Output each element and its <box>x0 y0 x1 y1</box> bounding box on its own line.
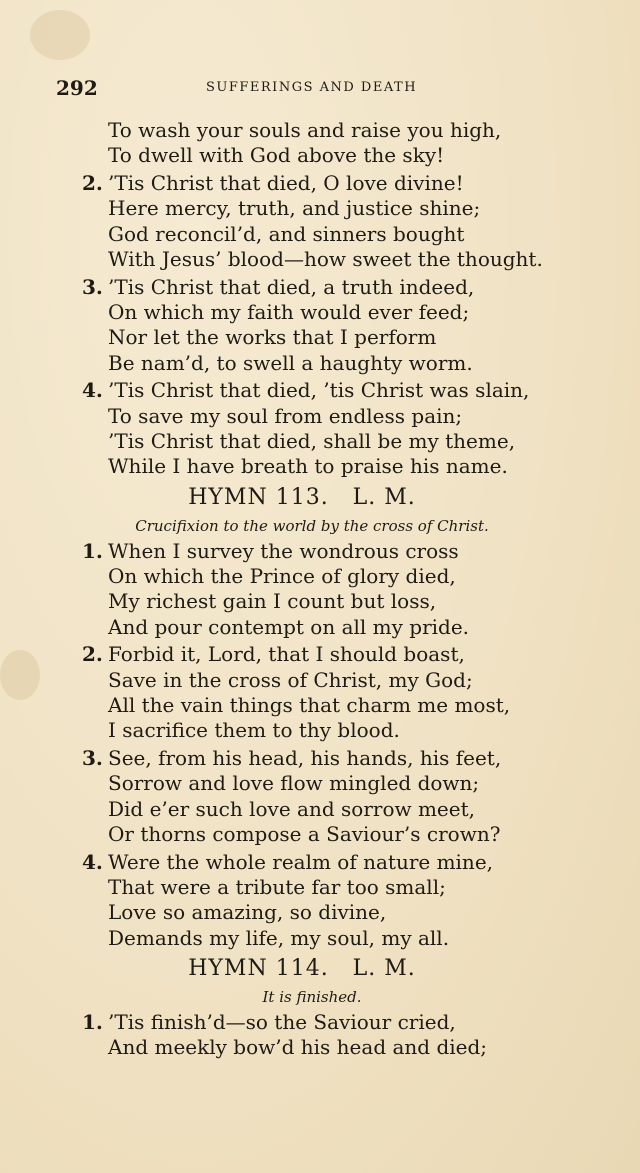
verse-line <box>82 822 582 847</box>
verse-line-text: All the vain things that charm me most, <box>108 692 511 717</box>
verse-line <box>82 926 582 951</box>
hymn-subtitle: It is finished. <box>262 987 362 1006</box>
hymn-verse <box>82 1010 582 1061</box>
verse-line-text: To wash your souls and raise you high, <box>108 118 502 142</box>
verse-line-text: I sacrifice them to thy blood. <box>108 718 400 743</box>
verse-line <box>82 118 582 143</box>
verse-line <box>82 668 582 693</box>
verse-line <box>82 351 582 376</box>
verse-line-text: On which the Prince of glory died, <box>108 563 456 588</box>
verse-line-text: My richest gain I count but loss, <box>108 589 437 614</box>
verse-line-text: Save in the cross of Christ, my God; <box>108 667 473 692</box>
verse-line-text: Demands my life, my soul, my all. <box>108 925 450 950</box>
hymn-content <box>82 118 582 1063</box>
verse-line-text: With Jesus’ blood—how sweet the thought. <box>108 246 543 271</box>
hymn-verse <box>82 171 582 272</box>
verse-line <box>82 300 582 325</box>
verse-line-text: ’Tis Christ that died, ’tis Christ was slain, <box>108 378 530 403</box>
paper-stain <box>0 650 40 700</box>
verse-line <box>82 429 582 454</box>
verse-number: 3. <box>82 274 103 299</box>
verse-line-text: ’Tis finish’d—so the Saviour cried, <box>108 1009 456 1034</box>
verse-line <box>82 746 582 771</box>
verse-line <box>82 771 582 796</box>
verse-line <box>82 797 582 822</box>
verse-line-text: Love so amazing, so divine, <box>108 900 387 925</box>
verse-line-text: On which my faith would ever feed; <box>108 300 470 325</box>
verse-line <box>82 564 582 589</box>
verse-number: 2. <box>82 171 103 196</box>
verse-line-text: While I have breath to praise his name. <box>108 454 508 479</box>
verse-line-text: To dwell with God above the sky! <box>108 143 445 168</box>
verse-line <box>82 693 582 718</box>
running-head: SUFFERINGS AND DEATH <box>206 80 418 95</box>
verse-number: 4. <box>82 378 103 403</box>
verse-line <box>82 247 582 272</box>
verse-line-text: See, from his head, his hands, his feet, <box>108 746 502 771</box>
verse-line <box>82 275 582 300</box>
verse-line <box>82 143 582 168</box>
hymn-verse <box>82 275 582 376</box>
verse-line-text: Or thorns compose a Saviour’s crown? <box>108 821 501 846</box>
verse-line <box>82 454 582 479</box>
hymn-verse <box>82 118 582 169</box>
verse-line-text: Be nam’d, to swell a haughty worm. <box>108 350 473 375</box>
verse-line <box>82 222 582 247</box>
hymn-subtitle: Crucifixion to the world by the cross of Christ. <box>135 516 489 535</box>
verse-line-text: ’Tis Christ that died, O love divine! <box>108 171 464 196</box>
verse-line <box>82 900 582 925</box>
verse-line-text: God reconcil’d, and sinners bought <box>108 221 465 246</box>
verse-number: 1. <box>82 538 103 563</box>
verse-line-text: Forbid it, Lord, that I should boast, <box>108 642 465 667</box>
verse-line <box>82 171 582 196</box>
verse-line <box>82 589 582 614</box>
verse-line-text: And pour contempt on all my pride. <box>108 614 470 639</box>
verse-line <box>82 1010 582 1035</box>
verse-line-text: Were the whole realm of nature mine, <box>108 849 494 874</box>
verse-line <box>82 875 582 900</box>
hymn-verse <box>82 746 582 847</box>
hymn-verse <box>82 378 582 479</box>
verse-line <box>82 615 582 640</box>
verse-line-text: To save my soul from endless pain; <box>108 403 463 428</box>
verse-line-text: ’Tis Christ that died, a truth indeed, <box>108 274 475 299</box>
verse-number: 3. <box>82 746 103 771</box>
page-number: 292 <box>56 76 98 100</box>
verse-line <box>82 1035 582 1060</box>
verse-line-text: Here mercy, truth, and justice shine; <box>108 196 481 221</box>
hymn-verse <box>82 642 582 743</box>
paper-stain <box>30 10 90 60</box>
verse-line-text: When I survey the wondrous cross <box>108 538 459 563</box>
verse-line-text: Did e’er such love and sorrow meet, <box>108 796 475 821</box>
hymn-verse <box>82 850 582 951</box>
verse-line <box>82 718 582 743</box>
verse-line-text: Nor let the works that I perform <box>108 325 437 350</box>
verse-line <box>82 850 582 875</box>
page-header <box>56 76 576 100</box>
verse-line <box>82 378 582 403</box>
verse-number: 1. <box>82 1009 103 1034</box>
verse-line-text: ’Tis Christ that died, shall be my theme, <box>108 429 516 454</box>
hymn-title: HYMN 114. L. M. <box>188 955 416 981</box>
verse-number: 2. <box>82 642 103 667</box>
verse-number: 4. <box>82 849 103 874</box>
verse-line <box>82 325 582 350</box>
hymn-title: HYMN 113. L. M. <box>188 484 416 510</box>
verse-line <box>82 539 582 564</box>
verse-line-text: That were a tribute far too small; <box>108 875 446 900</box>
verse-line <box>82 642 582 667</box>
hymn-verse <box>82 539 582 640</box>
verse-line-text: And meekly bow’d his head and died; <box>108 1035 488 1060</box>
verse-line <box>82 404 582 429</box>
verse-line <box>82 196 582 221</box>
verse-line-text: Sorrow and love flow mingled down; <box>108 771 480 796</box>
